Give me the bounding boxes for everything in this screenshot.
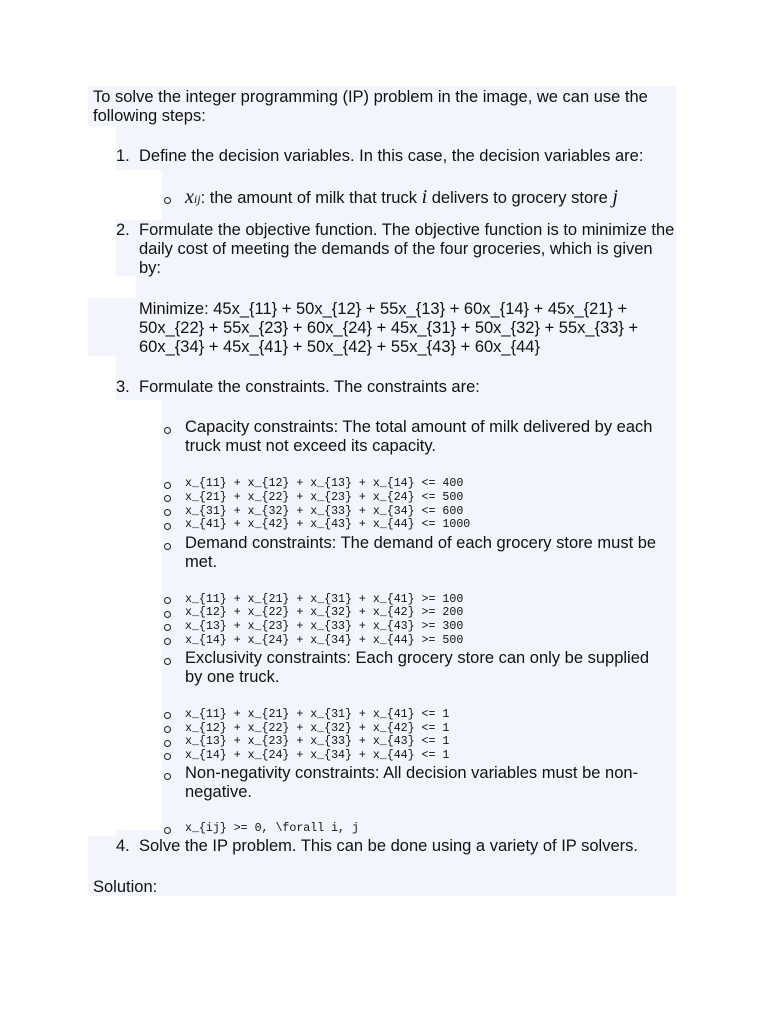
math-x: x xyxy=(185,186,194,208)
step-text: Define the decision variables. In this case, the decision variables are: xyxy=(139,147,644,165)
margin-gap xyxy=(88,356,116,836)
objective-function: Minimize: 45x_{11} + 50x_{12} + 55x_{13} + 60x_{14} + 45x_{21} + 50x_{22} + 55x_{23} + 60x_{24} + 45x_{31} + 50x_{32} + 55x_{33} + 60x_{34} + 45x_{41} + 50x_{42} + 55x_{43} + 60x_{44} xyxy=(139,300,639,356)
exclusivity-constraints-text: Exclusivity constraints: Each grocery store can only be supplied by one truck. xyxy=(185,649,650,686)
capacity-constraints-text: Capacity constraints: The total amount of milk delivered by each truck must not exceed its capacity. xyxy=(185,418,653,455)
capacity-line: x_{11} + x_{12} + x_{13} + x_{14} <= 400 xyxy=(185,477,464,490)
hollow-bullet-icon xyxy=(164,827,171,837)
hollow-bullet-icon xyxy=(164,482,171,492)
exclusivity-line: x_{11} + x_{21} + x_{31} + x_{41} <= 1 xyxy=(185,708,450,721)
exclusivity-line: x_{14} + x_{24} + x_{34} + x_{44} <= 1 xyxy=(185,749,450,762)
math-i: i xyxy=(421,186,428,208)
math-subscript: ij xyxy=(193,192,201,206)
hollow-bullet-icon xyxy=(164,712,171,722)
margin-gap xyxy=(116,400,162,830)
margin-gap xyxy=(116,170,162,220)
hollow-bullet-icon xyxy=(164,726,171,736)
capacity-line: x_{41} + x_{42} + x_{43} + x_{44} <= 1000 xyxy=(185,518,471,531)
step-text: Formulate the objective function. The objective function is to minimize the daily cost of meeting the demands of the four groceries, which is given by: xyxy=(139,221,675,277)
step-text: Formulate the constraints. The constraints are: xyxy=(139,378,480,396)
hollow-bullet-icon xyxy=(164,638,171,648)
exclusivity-line: x_{12} + x_{22} + x_{32} + x_{42} <= 1 xyxy=(185,722,450,735)
step-number: 3. xyxy=(116,378,130,396)
capacity-line: x_{31} + x_{32} + x_{33} + x_{34} <= 600 xyxy=(185,505,464,518)
decision-text-b: delivers to grocery store xyxy=(427,189,613,207)
math-j: j xyxy=(612,186,618,208)
hollow-bullet-icon xyxy=(164,543,171,553)
decision-variable-item xyxy=(185,188,675,209)
demand-constraints-text: Demand constraints: The demand of each grocery store must be met. xyxy=(185,534,657,571)
hollow-bullet-icon xyxy=(164,658,171,668)
hollow-bullet-icon xyxy=(164,597,171,607)
hollow-bullet-icon xyxy=(164,495,171,505)
capacity-line: x_{21} + x_{22} + x_{23} + x_{24} <= 500 xyxy=(185,491,464,504)
margin-gap xyxy=(88,126,116,276)
nonneg-line: x_{ij} >= 0, \forall i, j xyxy=(185,822,359,835)
solution-label: Solution: xyxy=(93,878,158,896)
nonneg-constraints-text: Non-negativity constraints: All decision variables must be non-negative. xyxy=(185,764,639,801)
hollow-bullet-icon xyxy=(164,753,171,763)
step-text: Solve the IP problem. This can be done using a variety of IP solvers. xyxy=(139,837,638,855)
hollow-bullet-icon xyxy=(164,740,171,750)
demand-line: x_{12} + x_{22} + x_{32} + x_{42} >= 200 xyxy=(185,606,464,619)
hollow-bullet-icon xyxy=(164,509,171,519)
demand-line: x_{14} + x_{24} + x_{34} + x_{44} >= 500 xyxy=(185,634,464,647)
step-number: 4. xyxy=(116,837,130,855)
exclusivity-line: x_{13} + x_{23} + x_{33} + x_{43} <= 1 xyxy=(185,735,450,748)
hollow-bullet-icon xyxy=(164,523,171,533)
intro-paragraph: To solve the integer programming (IP) problem in the image, we can use the following steps: xyxy=(93,88,648,125)
hollow-bullet-icon xyxy=(164,624,171,634)
demand-line: x_{13} + x_{23} + x_{33} + x_{43} >= 300 xyxy=(185,620,464,633)
margin-gap xyxy=(88,276,136,298)
hollow-bullet-icon xyxy=(164,611,171,621)
step-number: 1. xyxy=(116,147,130,165)
hollow-bullet-icon xyxy=(164,427,171,437)
hollow-bullet-icon xyxy=(164,773,171,783)
hollow-bullet-icon xyxy=(164,197,171,207)
step-number: 2. xyxy=(116,221,130,239)
decision-text-a: : the amount of milk that truck xyxy=(200,189,422,207)
demand-line: x_{11} + x_{21} + x_{31} + x_{41} >= 100 xyxy=(185,593,464,606)
